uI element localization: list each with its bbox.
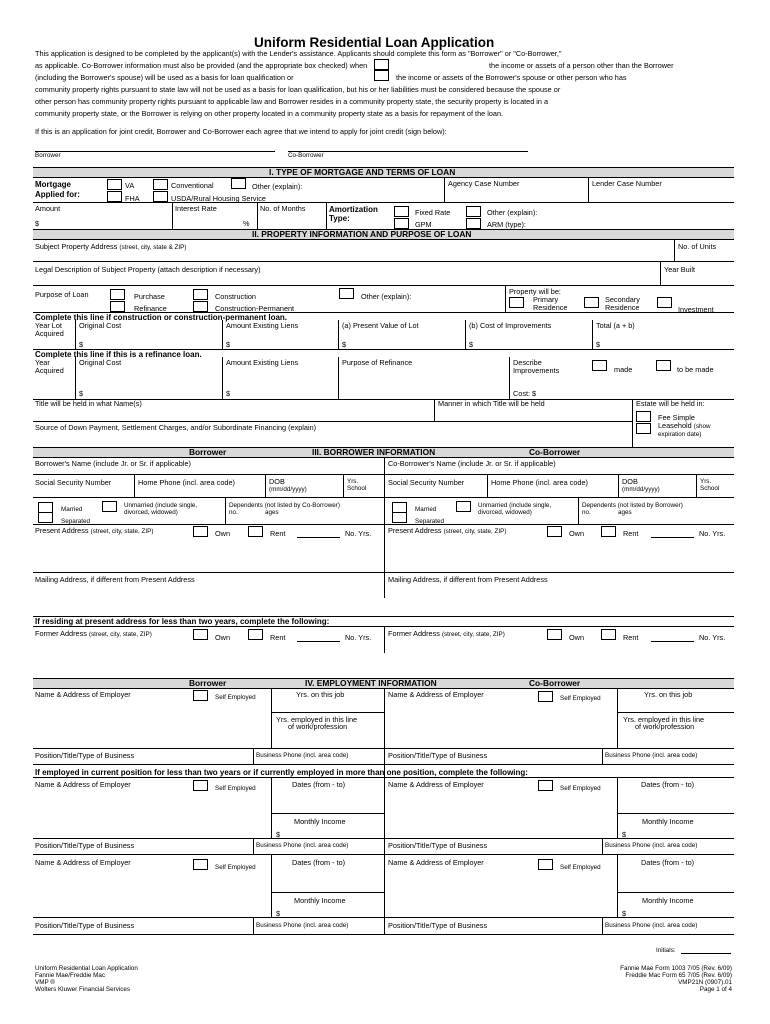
- conventional-label: Conventional: [171, 181, 214, 190]
- residing-label: If residing at present address for less than two years, complete the following:: [35, 617, 330, 626]
- secondary-residence-label: Residence: [605, 303, 640, 312]
- present-value-label: (a) Present Value of Lot: [342, 321, 419, 330]
- c-yrs-job-label: Yrs. on this job: [644, 690, 693, 699]
- coborrower-sign-label: Co-Borrower: [288, 152, 324, 159]
- fha-label: FHA: [125, 194, 140, 203]
- months-label: No. of Months: [260, 204, 306, 213]
- intro-line-4: community property rights pursuant to state law will not be used as a basis for loan qualification, but his or her liabilities must be considered because the spouse or: [35, 85, 561, 94]
- year-built-label: Year Built: [664, 265, 695, 274]
- purchase-checkbox[interactable]: [110, 289, 125, 300]
- b-own-checkbox[interactable]: [193, 526, 208, 537]
- c-own-checkbox[interactable]: [547, 526, 562, 537]
- purpose-refi-label: Purpose of Refinance: [342, 358, 413, 367]
- c-present-address-label: Present Address (street, city, state, ZIP): [388, 526, 507, 535]
- b-monthly3-label: Monthly Income: [294, 896, 346, 905]
- footer-publisher: Wolters Kluwer Financial Services: [35, 986, 131, 993]
- c-home-phone-label: Home Phone (incl. area code): [491, 478, 588, 487]
- leasehold-checkbox[interactable]: [636, 423, 651, 434]
- c-dependents-ages: ages: [618, 509, 632, 516]
- year-lot-label: Year Lot: [35, 321, 62, 330]
- form-title: Uniform Residential Loan Application: [254, 35, 495, 50]
- b-employer-label: Name & Address of Employer: [35, 690, 131, 699]
- c-monthly3-label: Monthly Income: [642, 896, 694, 905]
- construction-checkbox[interactable]: [193, 289, 208, 300]
- to-be-made-label: to be made: [677, 365, 714, 374]
- primary-checkbox[interactable]: [509, 297, 524, 308]
- other-purpose-label: Other (explain):: [361, 292, 412, 301]
- b-no-yrs-label: No. Yrs.: [345, 529, 372, 538]
- made-checkbox[interactable]: [592, 360, 607, 371]
- c-monthly2-label: Monthly Income: [642, 817, 694, 826]
- b-former-own-checkbox[interactable]: [193, 629, 208, 640]
- subject-address-label: Subject Property Address (street, city, state & ZIP): [35, 242, 187, 251]
- c-yrs-line-label: Yrs. employed in this line: [623, 715, 705, 724]
- fixed-rate-label: Fixed Rate: [415, 208, 451, 217]
- b-bus-phone2-label: Business Phone (incl. area code): [256, 842, 349, 849]
- c-self-employed-checkbox[interactable]: [538, 691, 553, 702]
- b-unmarried-label: Unmarried (include single,: [124, 502, 198, 509]
- intro-line-1: This application is designed to be completed by the applicant(s) with the Lender's assistance. Applicants should complete this form as "Borrower" or "Co-Borrower,": [35, 49, 562, 58]
- section-3-header: Borrower III. BORROWER INFORMATION Co-Borrower: [33, 447, 734, 458]
- existing-liens2-dollar: $: [226, 389, 231, 398]
- cost-label: Cost: $: [513, 389, 537, 398]
- less-two-years-label: If employed in current position for less than two years or if currently employed in more than one position, complete the following:: [35, 768, 528, 777]
- coborrower-name-label: Co-Borrower's Name (include Jr. or Sr. if applicable): [388, 459, 556, 468]
- c-bus-phone-label: Business Phone (incl. area code): [605, 752, 698, 759]
- c-ssn-label: Social Security Number: [388, 478, 465, 487]
- b-married-label: Married: [61, 506, 83, 513]
- existing-liens-label: Amount Existing Liens: [226, 321, 299, 330]
- c-position-label: Position/Title/Type of Business: [388, 751, 488, 760]
- c-bus-phone3-label: Business Phone (incl. area code): [605, 922, 698, 929]
- arm-label: ARM (type):: [487, 220, 526, 229]
- section-1-header: I. TYPE OF MORTGAGE AND TERMS OF LOAN: [33, 167, 734, 178]
- investment-label: Investment: [678, 305, 714, 314]
- c-employer2-label: Name & Address of Employer: [388, 780, 484, 789]
- c-former-address-label: Former Address (street, city, state, ZIP): [388, 629, 505, 638]
- usda-label: USDA/Rural Housing Service: [171, 194, 266, 203]
- year-label: Year: [35, 358, 50, 367]
- cost-improvements-label: (b) Cost of Improvements: [469, 321, 552, 330]
- title-names-label: Title will be held in what Name(s): [35, 399, 142, 408]
- investment-checkbox[interactable]: [657, 297, 672, 308]
- purchase-label: Purchase: [134, 292, 165, 301]
- c-position2-label: Position/Title/Type of Business: [388, 841, 488, 850]
- b-former-own-label: Own: [215, 633, 231, 642]
- c-dob-format: (mm/dd/yyyy): [622, 486, 660, 493]
- spouse-income-checkbox[interactable]: [374, 70, 389, 81]
- b-employer2-label: Name & Address of Employer: [35, 780, 131, 789]
- c-monthly2-dollar: $: [622, 830, 627, 839]
- c-own-label: Own: [569, 529, 585, 538]
- amount-dollar: $: [35, 219, 40, 228]
- b-rent-label: Rent: [270, 529, 286, 538]
- other-mortgage-label: Other (explain):: [252, 182, 303, 191]
- total-label: Total (a + b): [596, 321, 635, 330]
- b-self-employed2-checkbox[interactable]: [193, 780, 208, 791]
- b-ssn-label: Social Security Number: [35, 478, 112, 487]
- page-number: Page 1 of 4: [699, 986, 732, 993]
- acquired2-label: Acquired: [35, 366, 64, 375]
- b-self-employed-label: Self Employed: [215, 694, 256, 701]
- intro-line-3a: (including the Borrower's spouse) will be used as a basis for loan qualification or: [35, 73, 294, 82]
- c-dob-label: DOB: [622, 477, 638, 486]
- b-self-employed2-label: Self Employed: [215, 785, 256, 792]
- made-label: made: [614, 365, 633, 374]
- initials-line[interactable]: [681, 953, 731, 954]
- intro-line-6: community property state, or the Borrower is relying on other property located in a community property state as a basis for repayment of the loan.: [35, 109, 504, 118]
- c-separated-checkbox[interactable]: [392, 512, 407, 523]
- c-former-own-label: Own: [569, 633, 585, 642]
- conventional-checkbox[interactable]: [153, 179, 168, 190]
- c-former-no-yrs-label: No. Yrs.: [699, 633, 726, 642]
- b-position-label: Position/Title/Type of Business: [35, 751, 135, 760]
- primary-residence-label: Residence: [533, 303, 568, 312]
- amount-label: Amount: [35, 204, 61, 213]
- b-former-address-label: Former Address (street, city, state, ZIP): [35, 629, 152, 638]
- lender-case-label: Lender Case Number: [592, 179, 662, 188]
- b-rent-checkbox[interactable]: [248, 526, 263, 537]
- b-yrs-label: Yrs.: [347, 478, 359, 485]
- manner-label: Manner in which Title will be held: [438, 399, 545, 408]
- coborrower-signature-line[interactable]: [288, 151, 528, 152]
- property-will-be-label: Property will be:: [509, 287, 561, 296]
- b-dependents-ages: ages: [265, 509, 279, 516]
- interest-rate-label: Interest Rate: [175, 204, 217, 213]
- primary-label: Primary: [533, 295, 559, 304]
- footer-vmp: VMP ®: [35, 979, 55, 986]
- b-home-phone-label: Home Phone (incl. area code): [138, 478, 235, 487]
- construction-perm-label: Construction-Permanent: [215, 304, 295, 313]
- expiration-label: expiration date): [658, 431, 702, 438]
- va-checkbox[interactable]: [107, 179, 122, 190]
- footer-vmp-code: VMP21N (0907).01: [678, 979, 732, 986]
- usda-checkbox[interactable]: [153, 191, 168, 202]
- c-self-employed3-label: Self Employed: [560, 864, 601, 871]
- refinance-label: Refinance: [134, 304, 167, 313]
- b-employer3-label: Name & Address of Employer: [35, 858, 131, 867]
- b-unmarried-checkbox[interactable]: [102, 501, 117, 512]
- interest-pct: %: [243, 219, 250, 228]
- c-former-own-checkbox[interactable]: [547, 629, 562, 640]
- c-former-rent-checkbox[interactable]: [601, 629, 616, 640]
- b-school-label: School: [347, 485, 367, 492]
- construction-label: Construction: [215, 292, 256, 301]
- amortization-label: Amortization: [329, 205, 378, 214]
- c-former-rent-label: Rent: [623, 633, 639, 642]
- c-self-employed2-label: Self Employed: [560, 785, 601, 792]
- c-dependents-no: no.: [582, 509, 591, 516]
- joint-credit-text: If this is an application for joint credit, Borrower and Co-Borrower each agree that we intend to apply for joint credit (sign below):: [35, 127, 447, 136]
- agency-case-label: Agency Case Number: [448, 179, 520, 188]
- total-dollar: $: [596, 340, 601, 349]
- other-purpose-checkbox[interactable]: [339, 288, 354, 299]
- c-employer3-label: Name & Address of Employer: [388, 858, 484, 867]
- footer-form-name: Uniform Residential Loan Application: [35, 965, 138, 972]
- c-rent-checkbox[interactable]: [601, 526, 616, 537]
- to-be-made-checkbox[interactable]: [656, 360, 671, 371]
- b-self-employed3-label: Self Employed: [215, 864, 256, 871]
- gpm-label: GPM: [415, 220, 432, 229]
- section-2-header: II. PROPERTY INFORMATION AND PURPOSE OF LOAN: [33, 229, 734, 240]
- borrower-signature-line[interactable]: [35, 151, 275, 152]
- purpose-label: Purpose of Loan: [35, 290, 89, 299]
- c-dates3-label: Dates (from - to): [641, 858, 695, 867]
- b-yrs-line-label: Yrs. employed in this line: [276, 715, 358, 724]
- b-position2-label: Position/Title/Type of Business: [35, 841, 135, 850]
- fixed-rate-checkbox[interactable]: [394, 206, 409, 217]
- present-value-dollar: $: [342, 340, 347, 349]
- b-monthly3-dollar: $: [276, 909, 281, 918]
- source-down-label: Source of Down Payment, Settlement Charges, and/or Subordinate Financing (explain): [35, 423, 317, 432]
- b-former-no-yrs-label: No. Yrs.: [345, 633, 372, 642]
- acquired-label: Acquired: [35, 329, 64, 338]
- b-former-rent-checkbox[interactable]: [248, 629, 263, 640]
- arm-checkbox[interactable]: [466, 218, 481, 229]
- c-unmarried-checkbox[interactable]: [456, 501, 471, 512]
- intro-line-5: other person has community property rights pursuant to applicable law and Borrower resides in a community property state, the security property is located in a: [35, 97, 549, 106]
- borrower-sign-label: Borrower: [35, 152, 61, 159]
- existing-liens2-label: Amount Existing Liens: [226, 358, 299, 367]
- units-label: No. of Units: [678, 242, 717, 251]
- c-dependents-label: Dependents (not listed by Borrower): [582, 502, 683, 509]
- c-work-profession-label: of work/profession: [635, 722, 695, 731]
- c-school-label: School: [700, 485, 720, 492]
- b-present-address-label: Present Address (street, city, state, ZIP): [35, 526, 154, 535]
- coborrower-income-checkbox[interactable]: [374, 59, 389, 70]
- b-dates3-label: Dates (from - to): [292, 858, 346, 867]
- c-employer-label: Name & Address of Employer: [388, 690, 484, 699]
- original-cost2-label: Original Cost: [79, 358, 122, 367]
- b-self-employed-checkbox[interactable]: [193, 690, 208, 701]
- c-mailing-label: Mailing Address, if different from Present Address: [388, 575, 548, 584]
- b-monthly2-dollar: $: [276, 830, 281, 839]
- c-self-employed3-checkbox[interactable]: [538, 859, 553, 870]
- c-yrs-label: Yrs.: [700, 478, 712, 485]
- b-divorced-label: divorced, widowed): [124, 509, 178, 516]
- improvements-label: Improvements: [513, 366, 560, 375]
- b-former-rent-label: Rent: [270, 633, 286, 642]
- leasehold-label: Leasehold (show: [658, 421, 711, 430]
- b-self-employed3-checkbox[interactable]: [193, 859, 208, 870]
- fee-simple-checkbox[interactable]: [636, 411, 651, 422]
- legal-desc-label: Legal Description of Subject Property (attach description if necessary): [35, 265, 261, 274]
- applied-for-label: Applied for:: [35, 190, 80, 199]
- fee-simple-label: Fee Simple: [658, 413, 695, 422]
- c-separated-label: Separated: [415, 518, 445, 525]
- c-position3-label: Position/Title/Type of Business: [388, 921, 488, 930]
- b-bus-phone3-label: Business Phone (incl. area code): [256, 922, 349, 929]
- fha-checkbox[interactable]: [107, 191, 122, 202]
- footer-fannie-form: Fannie Mae Form 1003 7/05 (Rev. 6/09): [620, 965, 732, 972]
- refinance-line-label: Complete this line if this is a refinance loan.: [35, 350, 202, 359]
- intro-line-3b: the income or assets of the Borrower's spouse or other person who has: [396, 73, 627, 82]
- borrower-name-label: Borrower's Name (include Jr. or Sr. if applicable): [35, 459, 191, 468]
- other-mortgage-checkbox[interactable]: [231, 178, 246, 189]
- b-dob-label: DOB: [269, 477, 285, 486]
- c-unmarried-label: Unmarried (include single,: [478, 502, 552, 509]
- footer-freddie-form: Freddie Mac Form 65 7/05 (Rev. 6/09): [625, 972, 732, 979]
- original-cost2-dollar: $: [79, 389, 84, 398]
- refinance-checkbox[interactable]: [110, 301, 125, 312]
- b-yrs-job-label: Yrs. on this job: [296, 690, 345, 699]
- amortization-type-label: Type:: [329, 214, 350, 223]
- b-separated-label: Separated: [61, 518, 91, 525]
- c-self-employed2-checkbox[interactable]: [538, 780, 553, 791]
- original-cost-label: Original Cost: [79, 321, 122, 330]
- c-dates2-label: Dates (from - to): [641, 780, 695, 789]
- cost-improvements-dollar: $: [469, 340, 474, 349]
- estate-label: Estate will be held in:: [636, 399, 705, 408]
- initials-label: Initials:: [656, 947, 676, 954]
- b-monthly2-label: Monthly Income: [294, 817, 346, 826]
- c-no-yrs-label: No. Yrs.: [699, 529, 726, 538]
- b-own-label: Own: [215, 529, 231, 538]
- section-4-header: Borrower IV. EMPLOYMENT INFORMATION Co-Borrower: [33, 678, 734, 689]
- c-monthly3-dollar: $: [622, 909, 627, 918]
- c-married-label: Married: [415, 506, 437, 513]
- mortgage-label: Mortgage: [35, 180, 71, 189]
- c-bus-phone2-label: Business Phone (incl. area code): [605, 842, 698, 849]
- b-work-profession-label: of work/profession: [288, 722, 348, 731]
- intro-line-2b: the income or assets of a person other than the Borrower: [489, 61, 674, 70]
- b-separated-checkbox[interactable]: [38, 512, 53, 523]
- b-mailing-label: Mailing Address, if different from Present Address: [35, 575, 195, 584]
- construction-line-label: Complete this line if construction or construction-permanent loan.: [35, 313, 288, 322]
- b-dependents-no: no.: [229, 509, 238, 516]
- va-label: VA: [125, 181, 135, 190]
- c-self-employed-label: Self Employed: [560, 695, 601, 702]
- gpm-checkbox[interactable]: [394, 218, 409, 229]
- construction-perm-checkbox[interactable]: [193, 301, 208, 312]
- b-dates2-label: Dates (from - to): [292, 780, 346, 789]
- other-amort-label: Other (explain):: [487, 208, 538, 217]
- footer-agencies: Fannie Mae/Freddie Mac: [35, 972, 105, 979]
- b-position3-label: Position/Title/Type of Business: [35, 921, 135, 930]
- describe-label: Describe: [513, 358, 542, 367]
- b-dependents-label: Dependents (not listed by Co-Borrower): [229, 502, 340, 509]
- intro-line-2a: as applicable. Co-Borrower information must also be provided (and the appropriate box checked) when: [35, 61, 368, 70]
- b-bus-phone-label: Business Phone (incl. area code): [256, 752, 349, 759]
- b-dob-format: (mm/dd/yyyy): [269, 486, 307, 493]
- secondary-checkbox[interactable]: [584, 297, 599, 308]
- other-amort-checkbox[interactable]: [466, 206, 481, 217]
- c-rent-label: Rent: [623, 529, 639, 538]
- original-cost-dollar: $: [79, 340, 84, 349]
- secondary-label: Secondary: [605, 295, 640, 304]
- existing-liens-dollar: $: [226, 340, 231, 349]
- c-divorced-label: divorced, widowed): [478, 509, 532, 516]
